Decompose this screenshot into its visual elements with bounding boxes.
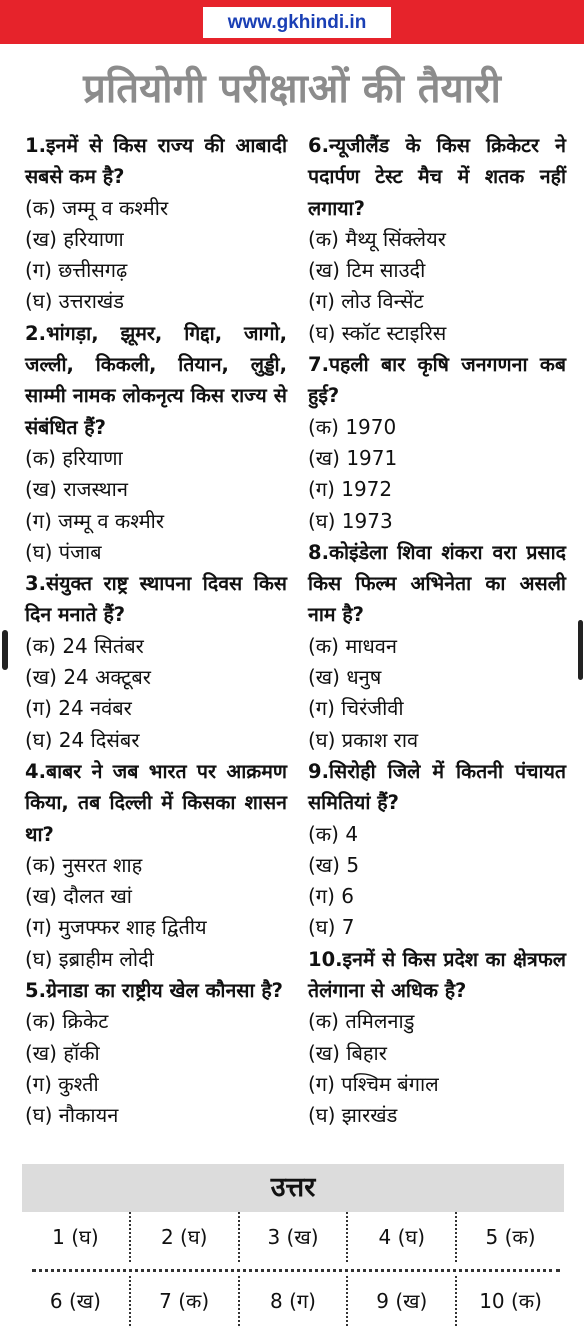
option-ga: (ग) जम्मू व कश्मीर — [25, 508, 165, 533]
option-kha: (ख) राजस्थान — [25, 477, 128, 502]
questions-left-column — [25, 130, 287, 1132]
option-ka: (क) तमिलनाडु — [308, 1009, 415, 1034]
option-kha: (ख) हरियाणा — [25, 226, 124, 251]
answer-cell-5: 5 (क) — [485, 1225, 536, 1249]
option-gha: (घ) 7 — [308, 915, 355, 940]
option-ka: (क) 24 सितंबर — [25, 633, 144, 658]
answer-cell-8: 8 (ग) — [240, 1276, 349, 1326]
answers-row-divider — [32, 1269, 560, 1272]
question-text: 9.सिरोही जिले में कितनी पंचायत समितियां हैं? — [308, 759, 566, 815]
option-ga: (ग) कुश्ती — [25, 1071, 99, 1096]
answer-cell-4: 4 (घ) — [348, 1212, 457, 1262]
option-ka: (क) 1970 — [308, 414, 397, 439]
option-ka: (क) क्रिकेट — [25, 1009, 109, 1034]
option-ka: (क) नुसरत शाह — [25, 852, 143, 877]
question-block-8 — [308, 537, 566, 756]
question-text: 3.संयुक्त राष्ट्र स्थापना दिवस किस दिन मनाते हैं? — [25, 572, 287, 627]
option-gha: (घ) झारखंड — [308, 1103, 398, 1128]
option-kha: (ख) 1971 — [308, 445, 398, 470]
option-ka: (क) 4 — [308, 821, 359, 846]
question-block-6 — [308, 130, 566, 349]
option-ga: (ग) पश्चिम बंगाल — [308, 1071, 439, 1096]
option-gha: (घ) प्रकाश राव — [308, 727, 419, 752]
header-bar — [0, 0, 584, 44]
option-gha: (घ) इब्राहीम लोदी — [25, 946, 154, 971]
question-text: 10.इनमें से किस प्रदेश का क्षेत्रफल तेलंगाना से अधिक है? — [308, 947, 566, 1003]
option-gha: (घ) उत्तराखंड — [25, 289, 124, 314]
right-edge-mark — [578, 620, 583, 680]
option-kha: (ख) 5 — [308, 852, 360, 877]
question-text: 2.भांगड़ा, झूमर, गिद्दा, जागो, जल्ली, किकली, तियान, लुड्डी, साम्मी नामक लोकनृत्य किस राज्य से संबंधित हैं? — [25, 321, 287, 439]
question-block-10 — [308, 944, 566, 1132]
option-gha: (घ) 24 दिसंबर — [25, 727, 140, 752]
question-block-7 — [308, 349, 566, 537]
answers-row-2 — [22, 1276, 564, 1326]
option-ka: (क) हरियाणा — [25, 445, 123, 470]
answer-cell-6: 6 (ख) — [22, 1276, 131, 1326]
question-text: 6.न्यूजीलैंड के किस क्रिकेटर ने पदार्पण टेस्ट मैच में शतक नहीं लगाया? — [308, 134, 566, 220]
option-kha: (ख) दौलत खां — [25, 884, 132, 909]
question-text: 4.बाबर ने जब भारत पर आक्रमण किया, तब दिल्ली में किसका शासन था? — [25, 759, 287, 846]
option-gha: (घ) स्कॉट स्टाइरिस — [308, 320, 447, 345]
answer-cell-7: 7 (क) — [131, 1276, 240, 1326]
site-url[interactable]: www.gkhindi.in — [203, 7, 391, 38]
answer-cell-1: 1 (घ) — [22, 1212, 131, 1262]
option-gha: (घ) पंजाब — [25, 539, 102, 564]
question-block-5 — [25, 975, 287, 1131]
option-kha: (ख) 24 अक्टूबर — [25, 665, 151, 690]
option-kha: (ख) धनुष — [308, 665, 382, 690]
question-block-2 — [25, 318, 287, 568]
question-text: 8.कोइंडेला शिवा शंकरा वरा प्रसाद किस फिल्म अभिनेता का असली नाम है? — [308, 540, 566, 627]
question-text: 7.पहली बार कृषि जनगणना कब हुई? — [308, 353, 566, 408]
option-ka: (क) जम्मू व कश्मीर — [25, 195, 169, 220]
question-block-4 — [25, 756, 287, 975]
option-ga: (ग) छत्तीसगढ़ — [25, 258, 128, 283]
option-ga: (ग) 6 — [308, 884, 354, 909]
option-ga: (ग) लोउ विन्सेंट — [308, 289, 424, 314]
answer-cell-2: 2 (घ) — [131, 1212, 240, 1262]
question-block-1 — [25, 130, 287, 318]
page-title: प्रतियोगी परीक्षाओं की तैयारी — [83, 66, 501, 112]
option-ka: (क) माधवन — [308, 633, 397, 658]
option-kha: (ख) हॉकी — [25, 1040, 100, 1065]
answers-grid — [22, 1212, 564, 1329]
question-block-9 — [308, 756, 566, 944]
option-ka: (क) मैथ्यू सिंक्लेयर — [308, 226, 446, 251]
option-kha: (ख) टिम साउदी — [308, 258, 426, 283]
questions-right-column — [308, 130, 566, 1132]
answers-heading: उत्तर — [22, 1164, 564, 1212]
option-gha: (घ) 1973 — [308, 508, 393, 533]
option-ga: (ग) 1972 — [308, 477, 393, 502]
question-block-3 — [25, 568, 287, 756]
option-ga: (ग) 24 नवंबर — [25, 696, 132, 721]
option-ga: (ग) चिरंजीवी — [308, 696, 404, 721]
answer-cell-10: 10 (क) — [479, 1289, 542, 1313]
option-ga: (ग) मुजफ्फर शाह द्वितीय — [25, 915, 207, 940]
answer-cell-3: 3 (ख) — [240, 1212, 349, 1262]
answer-cell-9: 9 (ख) — [348, 1276, 457, 1326]
left-edge-mark — [2, 630, 8, 670]
question-text: 5.ग्रेनाडा का राष्ट्रीय खेल कौनसा है? — [25, 979, 283, 1003]
question-text: 1.इनमें से किस राज्य की आबादी सबसे कम है? — [25, 134, 287, 189]
option-kha: (ख) बिहार — [308, 1040, 387, 1065]
answers-row-1 — [22, 1212, 564, 1262]
option-gha: (घ) नौकायन — [25, 1103, 119, 1128]
